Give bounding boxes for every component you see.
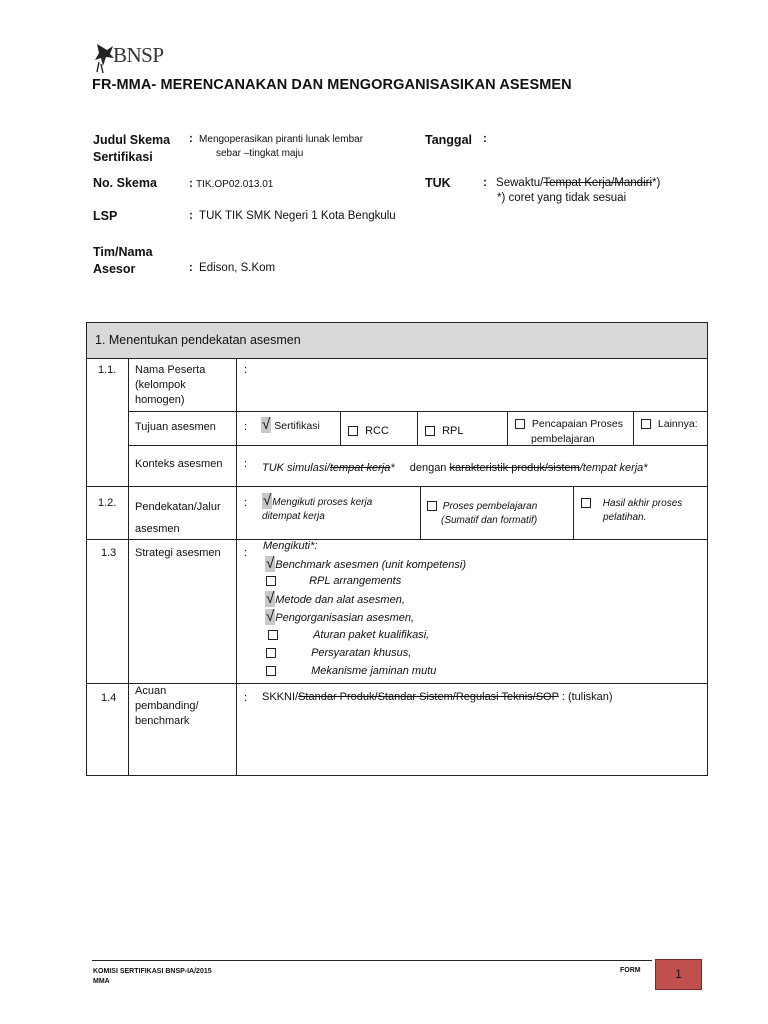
option-label: Sertifikasi [274, 420, 320, 432]
bird-emblem-icon [93, 40, 115, 74]
konteks-label: Konteks asesmen [135, 458, 223, 470]
checkmark-icon: √ [266, 555, 275, 572]
option-label-line-2: pembelajaran [531, 433, 595, 445]
option-label: Hasil akhir proses [602, 498, 683, 509]
judul-value-line-2: sebar –tingkat maju [216, 148, 304, 159]
acuan-label-line-2: pembanding/ [135, 700, 199, 712]
no-skema-value [189, 177, 273, 192]
checkbox-icon [268, 630, 278, 640]
asesor-value [189, 261, 275, 275]
konteks-colon: : [244, 458, 248, 470]
tuk-suffix: *) [652, 177, 661, 189]
footer-org-line-2: MMA [93, 978, 110, 985]
colon: : [189, 262, 193, 274]
lsp-value [189, 209, 396, 223]
tanggal-colon: : [483, 133, 487, 145]
acuan-part: : (tuliskan) [561, 691, 613, 703]
col-divider [236, 358, 237, 775]
table-header [87, 323, 707, 359]
tuk-struck: Tempat Kerja/Mandiri [543, 177, 653, 189]
tuk-value [483, 176, 660, 190]
tuk-note: *) coret yang tidak sesuai [497, 192, 627, 204]
strategi-colon: : [244, 547, 248, 559]
strategi-item-label: Persyaratan khusus, [311, 647, 412, 659]
acuan-label-line-3: benchmark [135, 715, 190, 727]
checkbox-icon [266, 666, 276, 676]
lsp-text: TUK TIK SMK Negeri 1 Kota Bengkulu [199, 210, 396, 222]
nama-label-line-3: homogen) [135, 394, 185, 406]
checkmark-icon: √ [263, 492, 272, 509]
checkbox-icon [266, 648, 276, 658]
col-divider [128, 358, 129, 775]
option-rpl[interactable] [425, 424, 463, 439]
option-label: Lainnya: [657, 418, 698, 430]
strategi-item-label: Mekanisme jaminan mutu [311, 665, 437, 677]
judul-label-line-2: Sertifikasi [93, 150, 153, 164]
pendekatan-colon: : [244, 497, 248, 509]
option-hasil-akhir[interactable] [581, 497, 682, 525]
strategi-item-label: Pengorganisasian asesmen, [275, 612, 415, 624]
colon: : [189, 133, 193, 145]
option-divider [340, 411, 341, 445]
bnsp-logo [93, 40, 173, 74]
option-sertifikasi[interactable] [261, 417, 320, 434]
option-divider [507, 411, 508, 445]
tujuan-colon: : [244, 421, 248, 433]
footer-org-line-1: KOMISI SERTIFIKASI BNSP-IA/2015 [93, 968, 212, 975]
nama-label-line-1: Nama Peserta [135, 364, 206, 376]
option-label: RCC [365, 425, 389, 437]
option-label: Mengikuti proses kerja [272, 497, 373, 508]
checkbox-icon [425, 426, 435, 436]
acuan-label-line-1: Acuan [135, 685, 167, 697]
checkbox-icon [581, 498, 591, 508]
nama-peserta-label [135, 363, 205, 408]
row-number: 1.4 [101, 692, 117, 704]
strategi-item-rpl[interactable] [266, 574, 401, 589]
page-title: FR-MMA- MERENCANAKAN DAN MENGORGANISASIKAN ASESMEN [92, 77, 572, 93]
option-proses-pembelajaran[interactable] [427, 500, 537, 528]
tuk-sewaktu: Sewaktu/ [496, 177, 544, 189]
checkmark-icon: √ [266, 590, 275, 607]
checkmark-icon: √ [266, 608, 275, 625]
nama-label-line-2: (kelompok [135, 379, 186, 391]
asesor-label-line-1: Tim/Nama [93, 245, 153, 259]
konteks-struck: karakteristik produk/sistem [449, 462, 580, 474]
asesor-label-line-2: Asesor [93, 262, 136, 276]
checkbox-icon [641, 419, 651, 429]
checkmark-icon: √ [262, 416, 271, 433]
konteks-part: /tempat kerja* [579, 462, 648, 474]
row-number: 1.2. [98, 497, 117, 509]
option-label-line-2: ditempat kerja [262, 511, 325, 522]
strategi-item-label: Metode dan alat asesmen, [275, 594, 405, 606]
page-number-box [655, 959, 702, 990]
lsp-label: LSP [93, 209, 118, 223]
colon: : [483, 177, 487, 189]
konteks-struck: tempat kerja [329, 462, 391, 474]
footer-form-label: FORM [620, 967, 641, 974]
acuan-colon: : [244, 692, 248, 704]
no-skema-label: No. Skema [93, 176, 157, 190]
strategi-item-label: RPL arrangements [309, 575, 402, 587]
checkbox-icon [348, 426, 358, 436]
row-number: 1.1. [98, 364, 117, 376]
asesmen-table [86, 322, 708, 776]
row-divider [87, 486, 707, 487]
pendekatan-label-line-2: asesmen [135, 523, 180, 535]
tanggal-label: Tanggal [425, 133, 472, 147]
checkbox-icon [515, 419, 525, 429]
acuan-part: SKKNI/ [262, 691, 299, 703]
tuk-label: TUK [425, 176, 451, 190]
acuan-value [262, 690, 613, 705]
option-label: Proses pembelajaran [442, 501, 538, 512]
strategi-item-persyaratan[interactable] [266, 646, 411, 661]
asesor-text: Edison, S.Kom [199, 262, 276, 274]
option-label-line-2: pelatihan. [603, 512, 647, 523]
asesor-label [93, 244, 153, 278]
checkbox-icon [427, 501, 437, 511]
pendekatan-label [135, 496, 221, 540]
strategi-item-mekanisme[interactable] [266, 664, 436, 679]
option-pencapaian[interactable] [515, 417, 623, 447]
strategi-label: Strategi asesmen [135, 547, 221, 559]
row-number: 1.3 [101, 547, 117, 559]
strategi-item-label: Aturan paket kualifikasi, [313, 629, 430, 641]
option-divider [573, 486, 574, 539]
option-divider [420, 486, 421, 539]
logo-text: BNSP [113, 43, 164, 67]
option-lainnya[interactable] [641, 417, 698, 432]
strategi-item-pengorganisasian[interactable] [265, 609, 414, 626]
strategi-intro: Mengikuti*: [263, 540, 318, 552]
option-label: Pencapaian Proses [531, 418, 623, 430]
footer-rule [92, 960, 652, 961]
option-label: RPL [442, 425, 464, 437]
nama-peserta-colon: : [244, 364, 248, 376]
strategi-item-label: Benchmark asesmen (unit kompetensi) [275, 559, 466, 571]
konteks-part: * [390, 462, 395, 474]
judul-skema-label [93, 132, 170, 166]
option-divider [417, 411, 418, 445]
table-header-text: 1. Menentukan pendekatan asesmen [95, 333, 301, 347]
strategi-item-metode[interactable] [265, 591, 405, 608]
colon: : [189, 210, 193, 222]
pendekatan-label-line-1: Pendekatan/Jalur [135, 501, 221, 513]
colon: : [189, 178, 193, 190]
footer-org [93, 967, 212, 987]
strategi-item-aturan[interactable] [268, 628, 429, 643]
option-proses-kerja[interactable] [262, 493, 372, 524]
option-divider [633, 411, 634, 445]
checkbox-icon [266, 576, 276, 586]
judul-value-line-1: Mengoperasikan piranti lunak lembar [199, 134, 364, 145]
konteks-value [262, 461, 648, 476]
konteks-part: TUK simulasi/ [262, 462, 330, 474]
option-rcc[interactable] [348, 424, 389, 439]
judul-skema-value [189, 132, 363, 161]
acuan-struck: Standar Produk/Standar Sistem/Regulasi Teknis/SOP [298, 691, 559, 703]
no-skema-text: TIK.OP02.013.01 [196, 179, 274, 190]
acuan-label [135, 684, 199, 729]
option-label-line-2: (Sumatif dan formatif) [441, 515, 538, 526]
konteks-part: dengan [409, 462, 447, 474]
judul-label-line-1: Judul Skema [93, 133, 171, 147]
tujuan-label: Tujuan asesmen [135, 421, 216, 433]
page-number: 1 [675, 967, 682, 981]
strategi-item-benchmark[interactable] [265, 556, 466, 573]
